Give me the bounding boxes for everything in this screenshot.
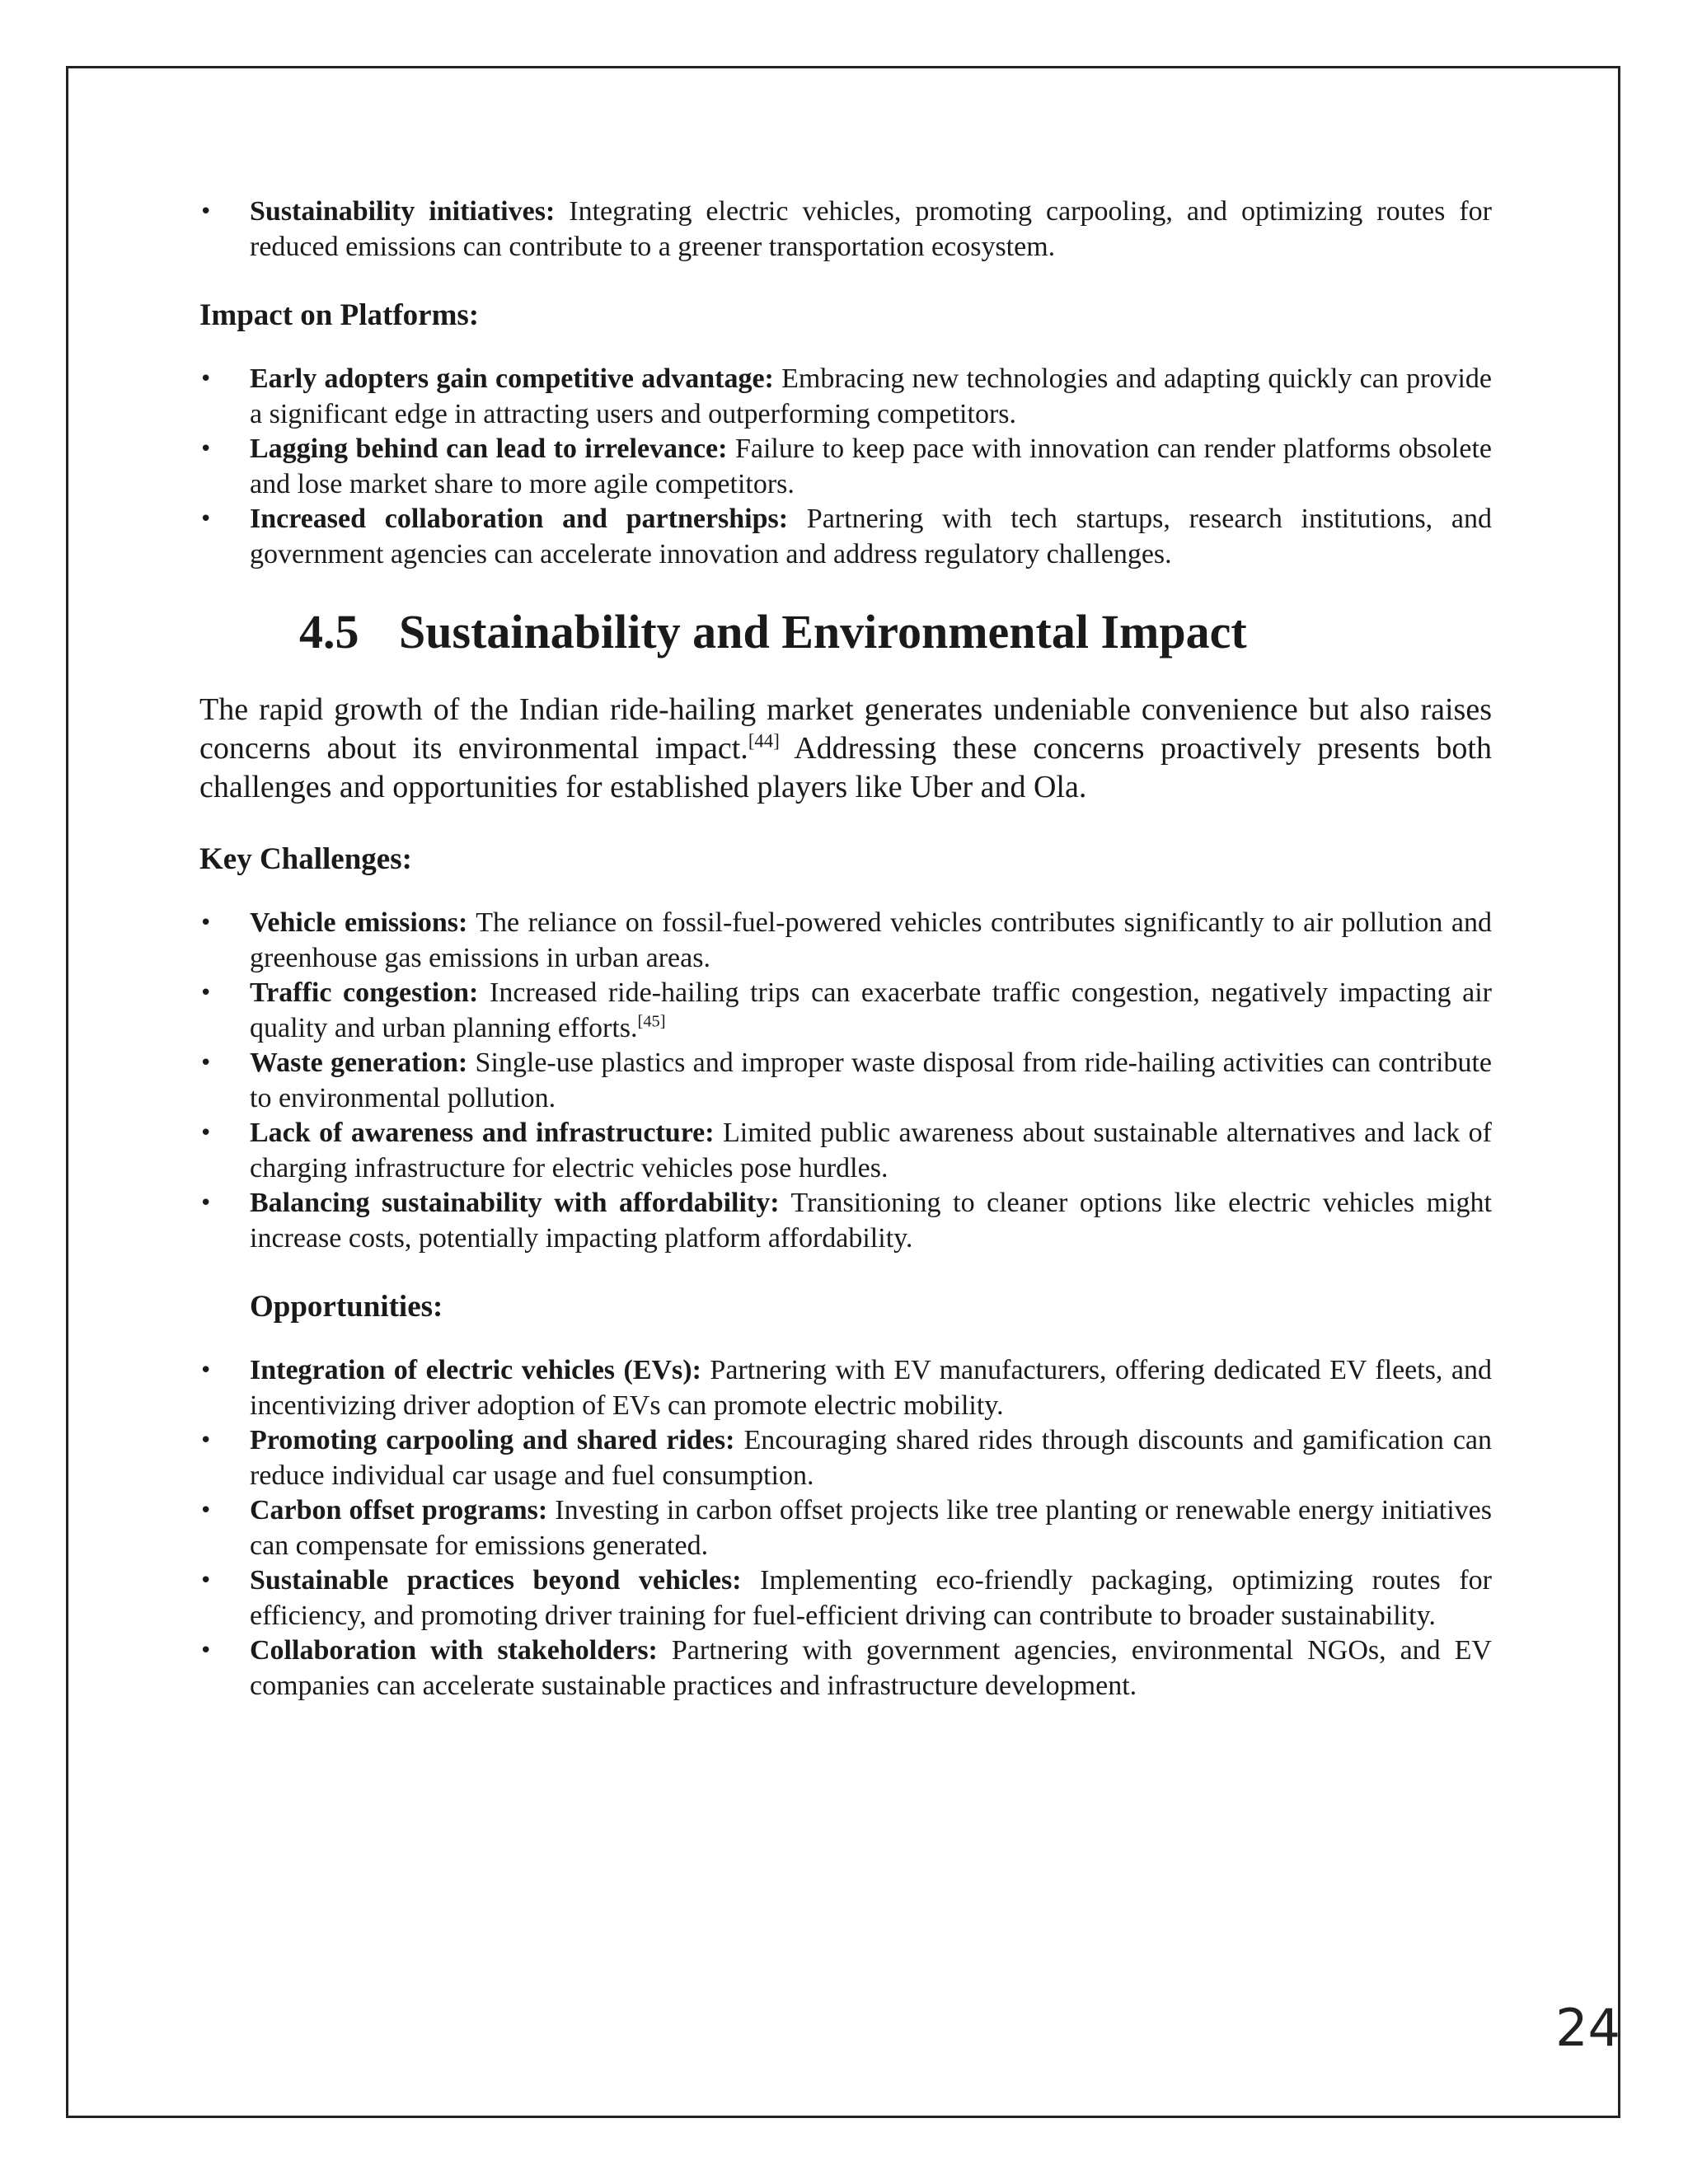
item-text: Integrating electric vehicles, promoting carpooling, and optimizing routes for reduced emissions can contribute to a greener transportation ecosystem. — [250, 196, 1493, 262]
intro-text: The rapid growth of the Indian ride-hailing market generates undeniable convenience but also raises concerns about its environmental impact. — [199, 692, 1492, 766]
bullet-icon: • — [199, 911, 213, 935]
item-text: Investing in carbon offset projects like tree planting or renewable energy initiatives can compensate for emissions generated. — [250, 1495, 1493, 1561]
intro-paragraph — [199, 691, 1492, 807]
list-item — [199, 194, 1492, 265]
sustainability-list — [199, 194, 1492, 265]
item-term: Increased collaboration and partnerships: — [250, 504, 789, 534]
list-item — [199, 432, 1492, 502]
list-item — [199, 1046, 1492, 1116]
bullet-icon: • — [199, 1638, 213, 1663]
section-number: 4.5 — [299, 605, 359, 658]
item-term: Collaboration with stakeholders: — [250, 1635, 658, 1666]
item-text: Partnering with tech startups, research institutions, and government agencies can accelerate innovation and address regulatory challenges. — [250, 504, 1492, 569]
item-text: Transitioning to cleaner options like electric vehicles might increase costs, potentially impacting platform affordability. — [250, 1188, 1492, 1254]
bullet-icon: • — [199, 1191, 213, 1216]
item-text: Increased ride-hailing trips can exacerbate traffic congestion, negatively impacting air quality and urban planning efforts. — [250, 977, 1493, 1043]
item-text: Embracing new technologies and adapting quickly can provide a significant edge in attracting users and outperforming competitors. — [250, 363, 1493, 429]
challenges-heading: Key Challenges: — [199, 842, 412, 876]
section-title: Sustainability and Environmental Impact — [399, 605, 1247, 658]
bullet-icon: • — [199, 1121, 213, 1146]
opportunities-heading: Opportunities: — [250, 1290, 443, 1324]
item-term: Vehicle emissions: — [250, 907, 468, 938]
item-term: Integration of electric vehicles (EVs): — [250, 1355, 701, 1385]
item-text: The reliance on fossil-fuel-powered vehicles contributes significantly to air pollution and greenhouse gas emissions in urban areas. — [250, 907, 1492, 973]
opportunities-list — [199, 1353, 1492, 1704]
item-term: Promoting carpooling and shared rides: — [250, 1425, 735, 1455]
item-term: Balancing sustainability with affordability: — [250, 1188, 780, 1218]
list-item — [199, 906, 1492, 976]
bullet-icon: • — [199, 1498, 213, 1523]
item-text: Partnering with EV manufacturers, offering dedicated EV fleets, and incentivizing driver adoption of EVs can promote electric mobility. — [250, 1355, 1492, 1421]
impact-heading: Impact on Platforms: — [199, 298, 480, 332]
item-term: Sustainable practices beyond vehicles: — [250, 1565, 742, 1596]
item-text: Failure to keep pace with innovation can render platforms obsolete and lose market share to more agile competitors. — [250, 434, 1492, 499]
list-item — [199, 1353, 1492, 1423]
item-text: Partnering with government agencies, environmental NGOs, and EV companies can accelerate sustainable practices and infrastructure development. — [250, 1635, 1492, 1701]
intro-text: Addressing these concerns proactively presents both challenges and opportunities for established players like Uber and Ola. — [199, 731, 1492, 804]
bullet-icon: • — [199, 1358, 213, 1383]
bullet-icon: • — [199, 507, 213, 532]
list-item — [199, 1633, 1492, 1704]
item-term: Waste generation: — [250, 1047, 468, 1078]
page-number: 24 — [1555, 1998, 1620, 2058]
item-term: Traffic congestion: — [250, 977, 479, 1008]
bullet-icon: • — [199, 981, 213, 1005]
bullet-icon: • — [199, 1428, 213, 1453]
challenges-list — [199, 906, 1492, 1256]
item-text: Implementing eco-friendly packaging, optimizing routes for efficiency, and promoting driver training for fuel-efficient driving can contribute to broader sustainability. — [250, 1565, 1492, 1631]
bullet-icon: • — [199, 437, 213, 462]
list-item — [199, 502, 1492, 572]
item-text: Encouraging shared rides through discounts and gamification can reduce individual car usage and fuel consumption. — [250, 1425, 1493, 1491]
list-item — [199, 1493, 1492, 1563]
list-item — [199, 362, 1492, 432]
citation: [45] — [637, 1012, 666, 1031]
item-term: Sustainability initiatives: — [250, 196, 556, 227]
item-text: Single-use plastics and improper waste disposal from ride-hailing activities can contribute to environmental pollution. — [250, 1047, 1493, 1113]
bullet-icon: • — [199, 199, 213, 224]
bullet-icon: • — [199, 1568, 213, 1593]
list-item — [199, 976, 1492, 1046]
section-heading — [199, 603, 1492, 661]
page-content — [199, 194, 1492, 1704]
bullet-icon: • — [199, 1051, 213, 1076]
item-term: Lack of awareness and infrastructure: — [250, 1118, 715, 1148]
impact-list — [199, 362, 1492, 572]
bullet-icon: • — [199, 367, 213, 391]
list-item — [199, 1423, 1492, 1493]
list-item — [199, 1563, 1492, 1633]
item-term: Carbon offset programs: — [250, 1495, 548, 1526]
item-term: Early adopters gain competitive advantage: — [250, 363, 774, 394]
list-item — [199, 1116, 1492, 1186]
citation: [44] — [748, 730, 780, 752]
item-term: Lagging behind can lead to irrelevance: — [250, 434, 728, 464]
list-item — [199, 1186, 1492, 1256]
item-text: Limited public awareness about sustainable alternatives and lack of charging infrastructure for electric vehicles pose hurdles. — [250, 1118, 1492, 1183]
